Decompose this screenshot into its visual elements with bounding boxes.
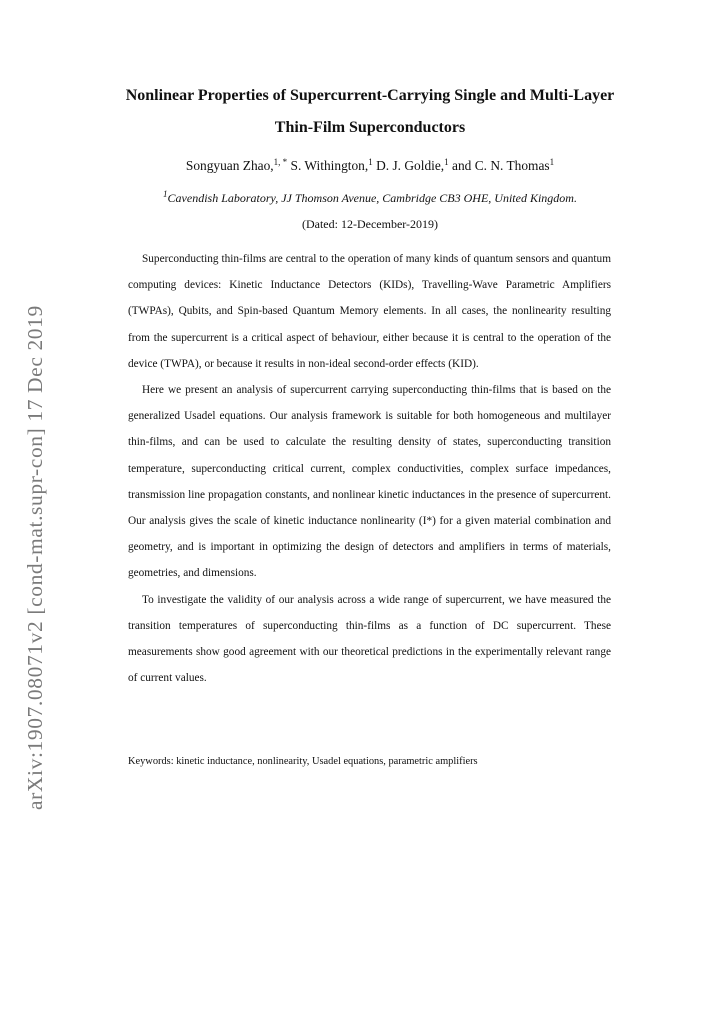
keywords: Keywords: kinetic inductance, nonlinearity, Usadel equations, parametric amplifiers: [128, 756, 478, 767]
author-affiliation-mark: 1: [444, 157, 449, 167]
affiliation-text: Cavendish Laboratory, JJ Thomson Avenue, Cambridge CB3 OHE, United Kingdom.: [167, 191, 577, 205]
arxiv-identifier-stamp: arXiv:1907.08071v2 [cond-mat.supr-con] 17 Dec 2019: [23, 305, 47, 810]
affiliation: [100, 188, 640, 208]
author-name: and C. N. Thomas: [452, 158, 550, 173]
abstract-paragraph: Superconducting thin-films are central to the operation of many kinds of quantum sensors and quantum computing devices: Kinetic Inductance Detectors (KIDs), Travelling-Wave Parametric Amplifiers (TWPAs), Qubits, and Spin-based Quantum Memory elements. In all cases, the nonlinearity resulting from the supercurrent is a critical aspect of behaviour, either because it is central to the operation of the device (TWPA), or because it results in non-ideal second-order effects (KID).: [128, 253, 611, 370]
abstract-paragraph: Here we present an analysis of supercurrent carrying superconducting thin-films that is based on the generalized Usadel equations. Our analysis framework is suitable for both homogeneous and multilayer thin-films, and can be used to calculate the resulting density of states, superconducting transition temperature, superconducting critical current, complex conductivities, complex surface impedances, transmission line propagation constants, and nonlinear kinetic inductances in the presence of supercurrent. Our analysis gives the scale of kinetic inductance nonlinearity (I*) for a given material combination and geometry, and is important in optimizing the design of detectors and amplifiers in terms of materials, geometries, and dimensions.: [128, 384, 611, 580]
affiliation-mark: 1: [163, 189, 168, 199]
paper-title-line-2: Thin-Film Superconductors: [274, 119, 466, 136]
author-affiliation-mark: 1: [368, 157, 373, 167]
author-affiliation-mark: 1, *: [273, 157, 288, 167]
author-list: [100, 155, 640, 177]
paper-title: [100, 80, 640, 144]
author-name: D. J. Goldie,: [376, 158, 445, 173]
abstract: [128, 246, 611, 691]
author-affiliation-mark: 1: [549, 157, 555, 167]
date-line: (Dated: 12-December-2019): [301, 217, 439, 231]
author-name: S. Withington,: [290, 158, 369, 173]
author-name: Songyuan Zhao,: [185, 158, 274, 173]
abstract-paragraph: To investigate the validity of our analysis across a wide range of supercurrent, we have measured the transition temperatures of superconducting thin-films as a function of DC supercurrent. These measurements show good agreement with our theoretical predictions in the experimentally relevant range of current values.: [128, 593, 611, 685]
paper-title-line-1: Nonlinear Properties of Supercurrent-Carrying Single and Multi-Layer: [125, 87, 615, 104]
